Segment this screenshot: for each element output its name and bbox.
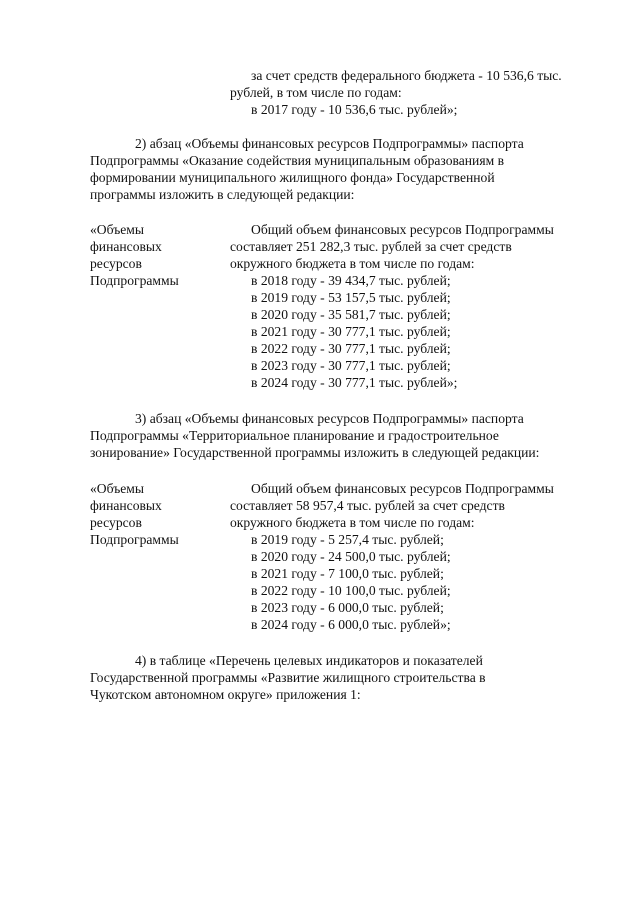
item3-line-3: зонирование» Государственной программы изложить в следующей редакции: [90,445,540,460]
item3-left-4: Подпрограммы [90,532,179,547]
item2-right-2: составляет 251 282,3 тыс. рублей за счет средств [230,239,512,254]
item3-left-3: ресурсов [90,515,142,530]
item4-line-3: Чукотском автономном округе» приложения 1: [90,687,361,702]
item4-line-2: Государственной программы «Развитие жилищного строительства в [90,670,486,685]
item2-right-3: окружного бюджета в том числе по годам: [230,256,475,271]
item2-right-1: Общий объем финансовых ресурсов Подпрограммы [251,222,554,237]
item2-line-4: программы изложить в следующей редакции: [90,187,355,202]
item3-left-1: «Объемы [90,481,144,496]
intro-line-3: в 2017 году - 10 536,6 тыс. рублей»; [251,102,458,117]
item2-year-2022: в 2022 году - 30 777,1 тыс. рублей; [251,341,451,356]
item3-year-2024: в 2024 году - 6 000,0 тыс. рублей»; [251,617,451,632]
item3-line-1: 3) абзац «Объемы финансовых ресурсов Подпрограммы» паспорта [135,411,524,426]
item2-year-2020: в 2020 году - 35 581,7 тыс. рублей; [251,307,451,322]
item2-year-2023: в 2023 году - 30 777,1 тыс. рублей; [251,358,451,373]
item2-year-2019: в 2019 году - 53 157,5 тыс. рублей; [251,290,451,305]
item3-year-2020: в 2020 году - 24 500,0 тыс. рублей; [251,549,451,564]
intro-line-2: рублей, в том числе по годам: [230,85,402,100]
item3-year-2021: в 2021 году - 7 100,0 тыс. рублей; [251,566,444,581]
item2-year-2018: в 2018 году - 39 434,7 тыс. рублей; [251,273,451,288]
item3-right-3: окружного бюджета в том числе по годам: [230,515,475,530]
item2-line-1: 2) абзац «Объемы финансовых ресурсов Подпрограммы» паспорта [135,136,524,151]
item2-year-2021: в 2021 году - 30 777,1 тыс. рублей; [251,324,451,339]
item3-left-2: финансовых [90,498,162,513]
item2-left-2: финансовых [90,239,162,254]
intro-line-1: за счет средств федерального бюджета - 10 536,6 тыс. [251,68,562,83]
item3-year-2023: в 2023 году - 6 000,0 тыс. рублей; [251,600,444,615]
item3-right-1: Общий объем финансовых ресурсов Подпрограммы [251,481,554,496]
item4-line-1: 4) в таблице «Перечень целевых индикаторов и показателей [135,653,483,668]
item3-year-2019: в 2019 году - 5 257,4 тыс. рублей; [251,532,444,547]
item3-line-2: Подпрограммы «Территориальное планирование и градостроительное [90,428,499,443]
item2-left-4: Подпрограммы [90,273,179,288]
item2-line-3: формировании муниципального жилищного фонда» Государственной [90,170,495,185]
item2-line-2: Подпрограммы «Оказание содействия муниципальным образованиям в [90,153,505,168]
item2-left-3: ресурсов [90,256,142,271]
item3-right-2: составляет 58 957,4 тыс. рублей за счет средств [230,498,505,513]
item2-left-1: «Объемы [90,222,144,237]
item3-year-2022: в 2022 году - 10 100,0 тыс. рублей; [251,583,451,598]
item2-year-2024: в 2024 году - 30 777,1 тыс. рублей»; [251,375,458,390]
